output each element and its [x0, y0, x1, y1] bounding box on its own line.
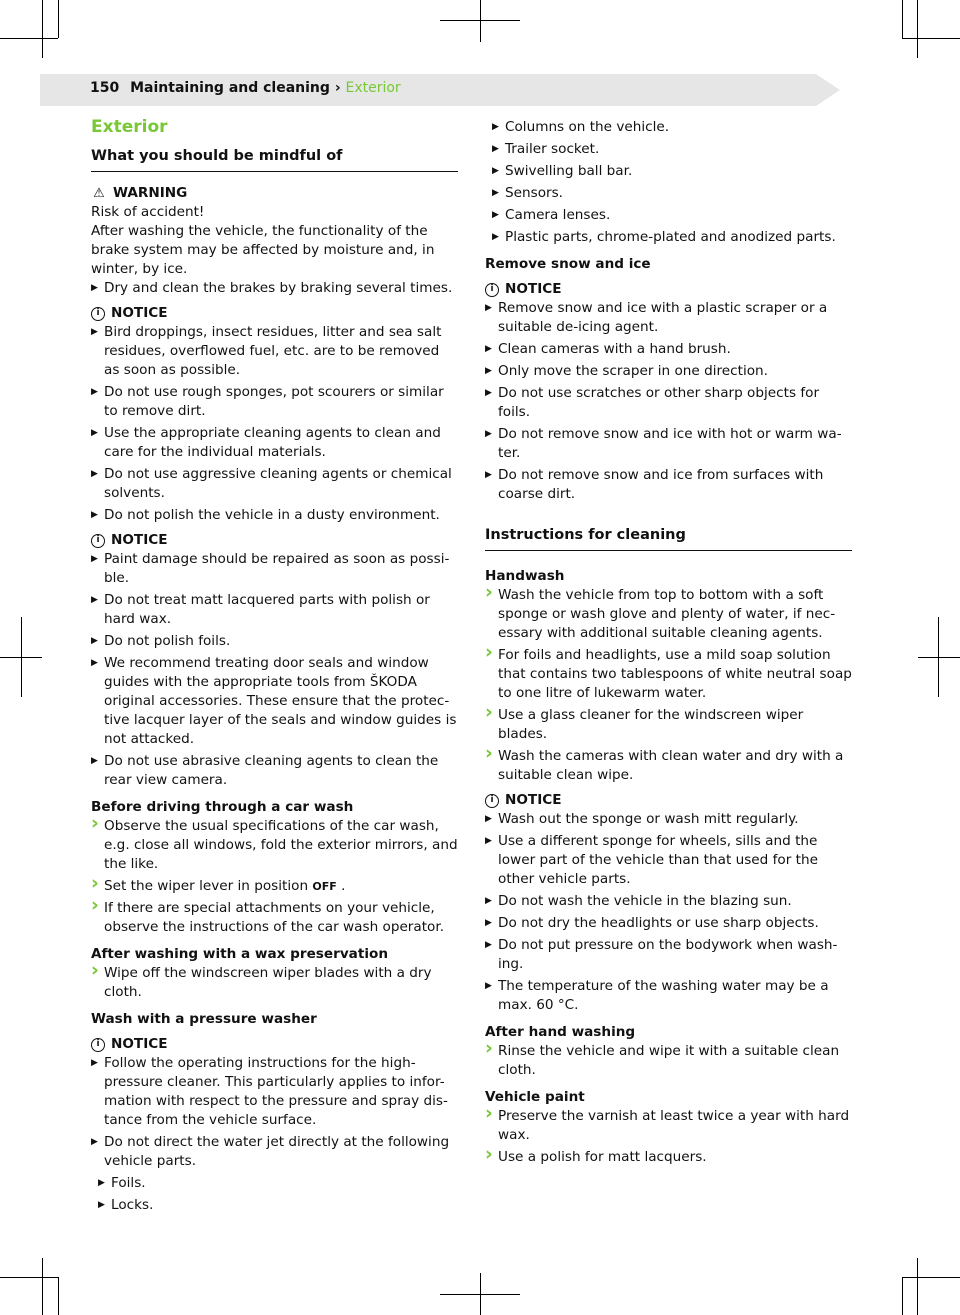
list-item: ▶ We recommend treating door seals and window guides with the appropriate tools from ŠKODA original accessories. These ensure that the protec-tive lacquer layer of the seals and window guides is not attacked.	[91, 654, 458, 749]
breadcrumb-parent[interactable]: Maintaining and cleaning	[130, 80, 330, 96]
sub-list-item: ▶ Locks.	[91, 1196, 458, 1215]
list-item: ▶ Do not remove snow and ice from surfaces with coarse dirt.	[485, 466, 852, 504]
notice-block	[91, 1035, 458, 1054]
list-item: ▶ Do not remove snow and ice with hot or warm wa-ter.	[485, 425, 852, 463]
notice-title: NOTICE	[505, 281, 562, 297]
step-suffix: .	[341, 878, 346, 894]
step-item: › Wipe off the windscreen wiper blades with a dry cloth.	[91, 964, 458, 1002]
list-item: ▶ Dry and clean the brakes by braking several times.	[91, 279, 458, 298]
left-column	[91, 118, 458, 1218]
notice-info-icon: i	[91, 307, 105, 321]
page-number: 150	[90, 80, 120, 96]
step-item	[91, 877, 458, 896]
notice-title: NOTICE	[111, 532, 168, 548]
off-symbol: OFF	[312, 880, 337, 893]
list-item: ▶ Follow the operating instructions for the high-pressure cleaner. This particularly applies to infor-mation with respect to the pressure and spray dis-tance from the vehicle surface.	[91, 1054, 458, 1130]
step-item: › Use a polish for matt lacquers.	[485, 1148, 852, 1167]
list-item: ▶ The temperature of the washing water may be a max. 60 °C.	[485, 977, 852, 1015]
step-item: › Preserve the varnish at least twice a year with hard wax.	[485, 1107, 852, 1145]
list-item: ▶ Do not use abrasive cleaning agents to clean the rear view camera.	[91, 752, 458, 790]
right-column	[485, 118, 852, 1170]
crop-mark	[918, 657, 960, 658]
step-item: › Observe the usual specifications of the car wash, e.g. close all windows, fold the exterior mirrors, and the like.	[91, 817, 458, 874]
crop-mark	[480, 0, 481, 42]
notice-block	[91, 531, 458, 550]
warning-block	[91, 184, 458, 203]
notice-block	[485, 791, 852, 810]
sub-list-item: ▶ Trailer socket.	[485, 140, 852, 159]
list-item: ▶ Do not put pressure on the bodywork when wash-ing.	[485, 936, 852, 974]
subhead-wax: After washing with a wax preservation	[91, 946, 389, 962]
subhead-after-hand-washing: After hand washing	[485, 1024, 636, 1040]
list-item: ▶ Do not wash the vehicle in the blazing sun.	[485, 892, 852, 911]
breadcrumb-separator: ›	[334, 80, 341, 96]
subhead-snow: Remove snow and ice	[485, 256, 651, 272]
section-title: Exterior	[91, 117, 168, 137]
notice-info-icon: i	[485, 794, 499, 808]
sub-list-item: ▶ Swivelling ball bar.	[485, 162, 852, 181]
breadcrumb-current[interactable]: Exterior	[345, 80, 401, 96]
sub-list-item: ▶ Foils.	[91, 1174, 458, 1193]
list-item: ▶ Do not dry the headlights or use sharp objects.	[485, 914, 852, 933]
warning-text: After washing the vehicle, the functionality of the brake system may be affected by moisture and, in winter, by ice.	[91, 223, 435, 277]
crop-mark	[21, 617, 22, 697]
notice-block	[485, 280, 852, 299]
list-item: ▶ Only move the scraper in one direction.	[485, 362, 852, 381]
heading-mindful: What you should be mindful of	[91, 147, 458, 172]
notice-info-icon: i	[91, 534, 105, 548]
list-item: ▶ Do not use aggressive cleaning agents or chemical solvents.	[91, 465, 458, 503]
step-item: › For foils and headlights, use a mild soap solution that contains two tablespoons of white neutral soap to one litre of lukewarm water.	[485, 646, 852, 703]
step-text: Set the wiper lever in position	[104, 878, 309, 894]
warning-title: WARNING	[113, 185, 188, 201]
crop-mark	[0, 1277, 58, 1278]
notice-title: NOTICE	[505, 792, 562, 808]
list-item: ▶ Wash out the sponge or wash mitt regularly.	[485, 810, 852, 829]
notice-block	[91, 304, 458, 323]
crop-mark	[902, 38, 960, 39]
crop-mark	[902, 0, 903, 38]
crop-mark	[42, 0, 43, 58]
step-item: › Wash the cameras with clean water and dry with a suitable clean wipe.	[485, 747, 852, 785]
heading-cleaning: Instructions for cleaning	[485, 526, 852, 551]
crop-mark	[917, 0, 918, 58]
notice-info-icon: i	[485, 283, 499, 297]
notice-info-icon: i	[91, 1038, 105, 1052]
warning-text: Risk of accident!	[91, 204, 205, 220]
subhead-handwash: Handwash	[485, 568, 565, 584]
sub-list-item: ▶ Sensors.	[485, 184, 852, 203]
notice-title: NOTICE	[111, 1036, 168, 1052]
sub-list-item: ▶ Plastic parts, chrome-plated and anodized parts.	[485, 228, 852, 247]
crop-mark	[42, 1258, 43, 1315]
subhead-pressure: Wash with a pressure washer	[91, 1011, 317, 1027]
list-item: ▶ Do not use rough sponges, pot scourers or similar to remove dirt.	[91, 383, 458, 421]
step-item: › If there are special attachments on your vehicle, observe the instructions of the car wash operator.	[91, 899, 458, 937]
warning-triangle-icon: ⚠	[93, 186, 105, 201]
crop-mark	[58, 0, 59, 38]
list-item: ▶ Bird droppings, insect residues, litter and sea salt residues, overflowed fuel, etc. are to be removed as soon as possible.	[91, 323, 458, 380]
crop-mark	[480, 1273, 481, 1315]
crop-mark	[58, 1277, 59, 1315]
crop-mark	[902, 1277, 960, 1278]
list-item: ▶ Do not use scratches or other sharp objects for foils.	[485, 384, 852, 422]
list-item: ▶ Clean cameras with a hand brush.	[485, 340, 852, 359]
list-item: ▶ Use the appropriate cleaning agents to clean and care for the individual materials.	[91, 424, 458, 462]
breadcrumb	[90, 80, 401, 96]
step-item: › Wash the vehicle from top to bottom with a soft sponge or wash glove and plenty of water, if nec-essary with additional suitable cleaning agents.	[485, 586, 852, 643]
list-item: ▶ Do not polish foils.	[91, 632, 458, 651]
list-item: ▶ Use a different sponge for wheels, sills and the lower part of the vehicle than that used for the other vehicle parts.	[485, 832, 852, 889]
list-item: ▶ Remove snow and ice with a plastic scraper or a suitable de-icing agent.	[485, 299, 852, 337]
sub-list-item: ▶ Camera lenses.	[485, 206, 852, 225]
list-item: ▶ Paint damage should be repaired as soon as possi-ble.	[91, 550, 458, 588]
crop-mark	[917, 1258, 918, 1315]
sub-list-item: ▶ Columns on the vehicle.	[485, 118, 852, 137]
subhead-vehicle-paint: Vehicle paint	[485, 1089, 585, 1105]
step-item: › Use a glass cleaner for the windscreen wiper blades.	[485, 706, 852, 744]
subhead-car-wash: Before driving through a car wash	[91, 799, 354, 815]
list-item: ▶ Do not treat matt lacquered parts with polish or hard wax.	[91, 591, 458, 629]
notice-title: NOTICE	[111, 305, 168, 321]
list-item: ▶ Do not direct the water jet directly at the following vehicle parts.	[91, 1133, 458, 1171]
crop-mark	[938, 617, 939, 697]
step-item: › Rinse the vehicle and wipe it with a suitable clean cloth.	[485, 1042, 852, 1080]
crop-mark	[902, 1277, 903, 1315]
crop-mark	[0, 38, 58, 39]
list-item: ▶ Do not polish the vehicle in a dusty environment.	[91, 506, 458, 525]
